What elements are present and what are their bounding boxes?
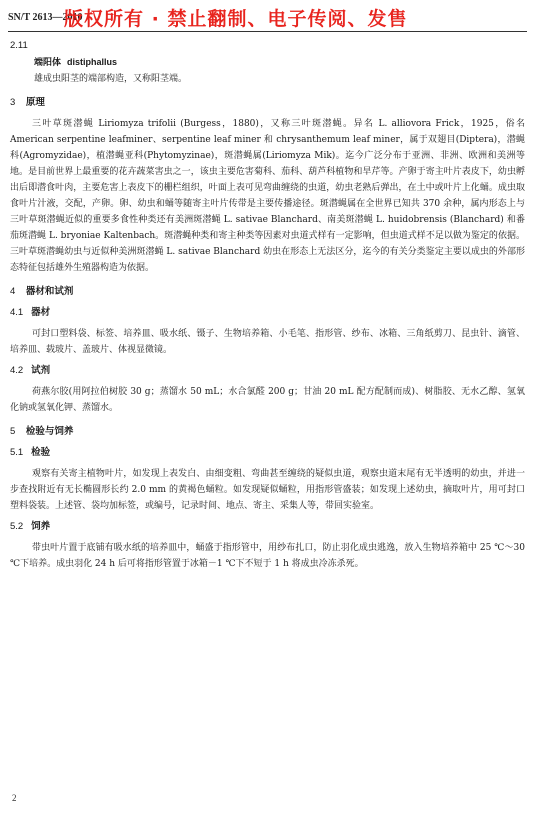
section-5-1	[10, 445, 525, 514]
section-4-1	[10, 305, 525, 358]
section-2-11	[10, 38, 525, 87]
section-5-2	[10, 519, 525, 572]
term-chinese: 端阳体	[34, 58, 62, 68]
section-2-11-number: 2.11	[10, 40, 28, 51]
page-number: 2	[12, 793, 17, 803]
section-4-2	[10, 363, 525, 416]
section-4-1-number: 4.1	[10, 307, 24, 318]
section-4-1-title: 器材	[31, 307, 51, 318]
section-3	[10, 95, 525, 276]
section-5-1-number: 5.1	[10, 447, 24, 458]
section-5-1-title: 检验	[31, 447, 51, 458]
header-rule	[8, 31, 527, 32]
section-4-1-paragraph: 可封口塑料袋、标签、培养皿、吸水纸、镊子、生物培养箱、小毛笔、指形管、纱布、冰箱、三角纸剪刀、昆虫针、滴管、培养皿、载玻片、盖玻片、体视显微镜。	[10, 329, 525, 355]
section-4-heading	[10, 284, 525, 300]
section-4-2-number: 4.2	[10, 365, 24, 376]
standard-code: SN/T 2613—2010	[8, 12, 83, 23]
term-english: distiphallus	[67, 57, 118, 67]
section-3-title: 原理	[25, 97, 45, 108]
section-4-number: 4	[10, 286, 16, 297]
term-heading	[34, 54, 525, 71]
page-header	[0, 0, 535, 34]
document-body	[10, 38, 525, 572]
section-3-heading	[10, 95, 525, 111]
section-5-1-paragraph: 观察有关寄主植物叶片，如发现上表发白、由细变粗、弯曲甚至缠绕的疑似虫道，观察虫道末尾有无半透明的幼虫，并进一步查找附近有无长椭圆形长约 2.0 mm 的黄褐色蛹粒。如发现疑似蛹粒，用指形管盛装；如发现上述幼虫，摘取叶片，用可封口塑料袋装。上述管、袋均加标签，或编号，记录时间、地点、寄主、采集人等，带回实验室。	[10, 469, 525, 511]
section-3-number: 3	[10, 97, 16, 108]
section-5-2-title: 饲养	[31, 521, 51, 532]
section-5-title: 检验与饲养	[25, 426, 74, 437]
section-5-2-heading	[10, 519, 525, 535]
section-4-title: 器材和试剂	[25, 286, 74, 297]
section-4-1-heading	[10, 305, 525, 321]
section-3-paragraph: 三叶草斑潜蝇 Liriomyza trifolii (Burgess，1880)，又称三叶斑潜蝇。异名 L. alliovora Frick，1925，俗名 American serpentine leafminer、serpentine leaf miner 和 chrysanthemum leaf miner，属于双翅目(Diptera)，潜蝇科(Agromyzidae)，植潜蝇亚科(Phytomyzinae)，斑潜蝇属(Liriomyza Mik)。迄今广泛分布于亚洲、非洲、欧洲和美洲等地。是目前世界上最重要的花卉蔬菜害虫之一，该虫主要危害菊科、茄科、葫芦科植物和旱芹等。产卵于寄主叶片表皮下，幼虫孵出后即潜食叶肉，主要危害上表皮下的栅栏组织，叶面上表可见弯曲缠绕的虫道，幼虫老熟后弹出，在土中或叶片上化蛹。成虫取食叶片汁液，交配，产卵。卵、幼虫和蛹等随寄主叶片传带是主要传播途径。斑潜蝇属在全世界已知共 370 余种，属内形态上与三叶草斑潜蝇近似的重要多食性种类还有美洲斑潜蝇 L. sativae Blanchard、南美斑潜蝇 L. huidobrensis (Blanchard) 和番茄斑潜蝇 L. bryoniae Kaltenbach。斑潜蝇种类和寄主种类等因素对虫道式样有一定影响，但虫道式样不足以做为鉴定的依据。三叶草斑潜蝇幼虫与近似种美洲斑潜蝇 L. sativae Blanchard 幼虫在形态上无法区分，迄今的有关分类鉴定主要以成虫的外部形态特征包括雄外生殖器构造为依据。	[10, 119, 525, 273]
section-5-2-paragraph: 带虫叶片置于底铺有吸水纸的培养皿中，蛹盛于指形管中，用纱布扎口，防止羽化成虫逃逸，放入生物培养箱中 25 ℃～30 ℃下培养。成虫羽化 24 h 后可将指形管置于冰箱－1 ℃下不短于 1 h 将成虫冷冻杀死。	[10, 543, 525, 569]
section-5-heading	[10, 424, 525, 440]
section-4-2-title: 试剂	[31, 365, 51, 376]
section-5-2-number: 5.2	[10, 521, 24, 532]
copyright-watermark: 版权所有 · 禁止翻制、电子传阅、发售	[64, 8, 408, 30]
term-definition: 雄成虫阳茎的端部构造，又称阳茎端。	[34, 74, 188, 84]
section-5-1-heading	[10, 445, 525, 461]
section-4-2-heading	[10, 363, 525, 379]
section-5-number: 5	[10, 426, 16, 437]
section-4-2-paragraph: 荷燕尔胶(用阿拉伯树胶 30 g；蒸馏水 50 mL；水合氯醛 200 g；甘油 20 mL 配方配制而成)、树脂胶、无水乙醇、氢氧化钠或氢氧化钾、蒸馏水。	[10, 387, 525, 413]
